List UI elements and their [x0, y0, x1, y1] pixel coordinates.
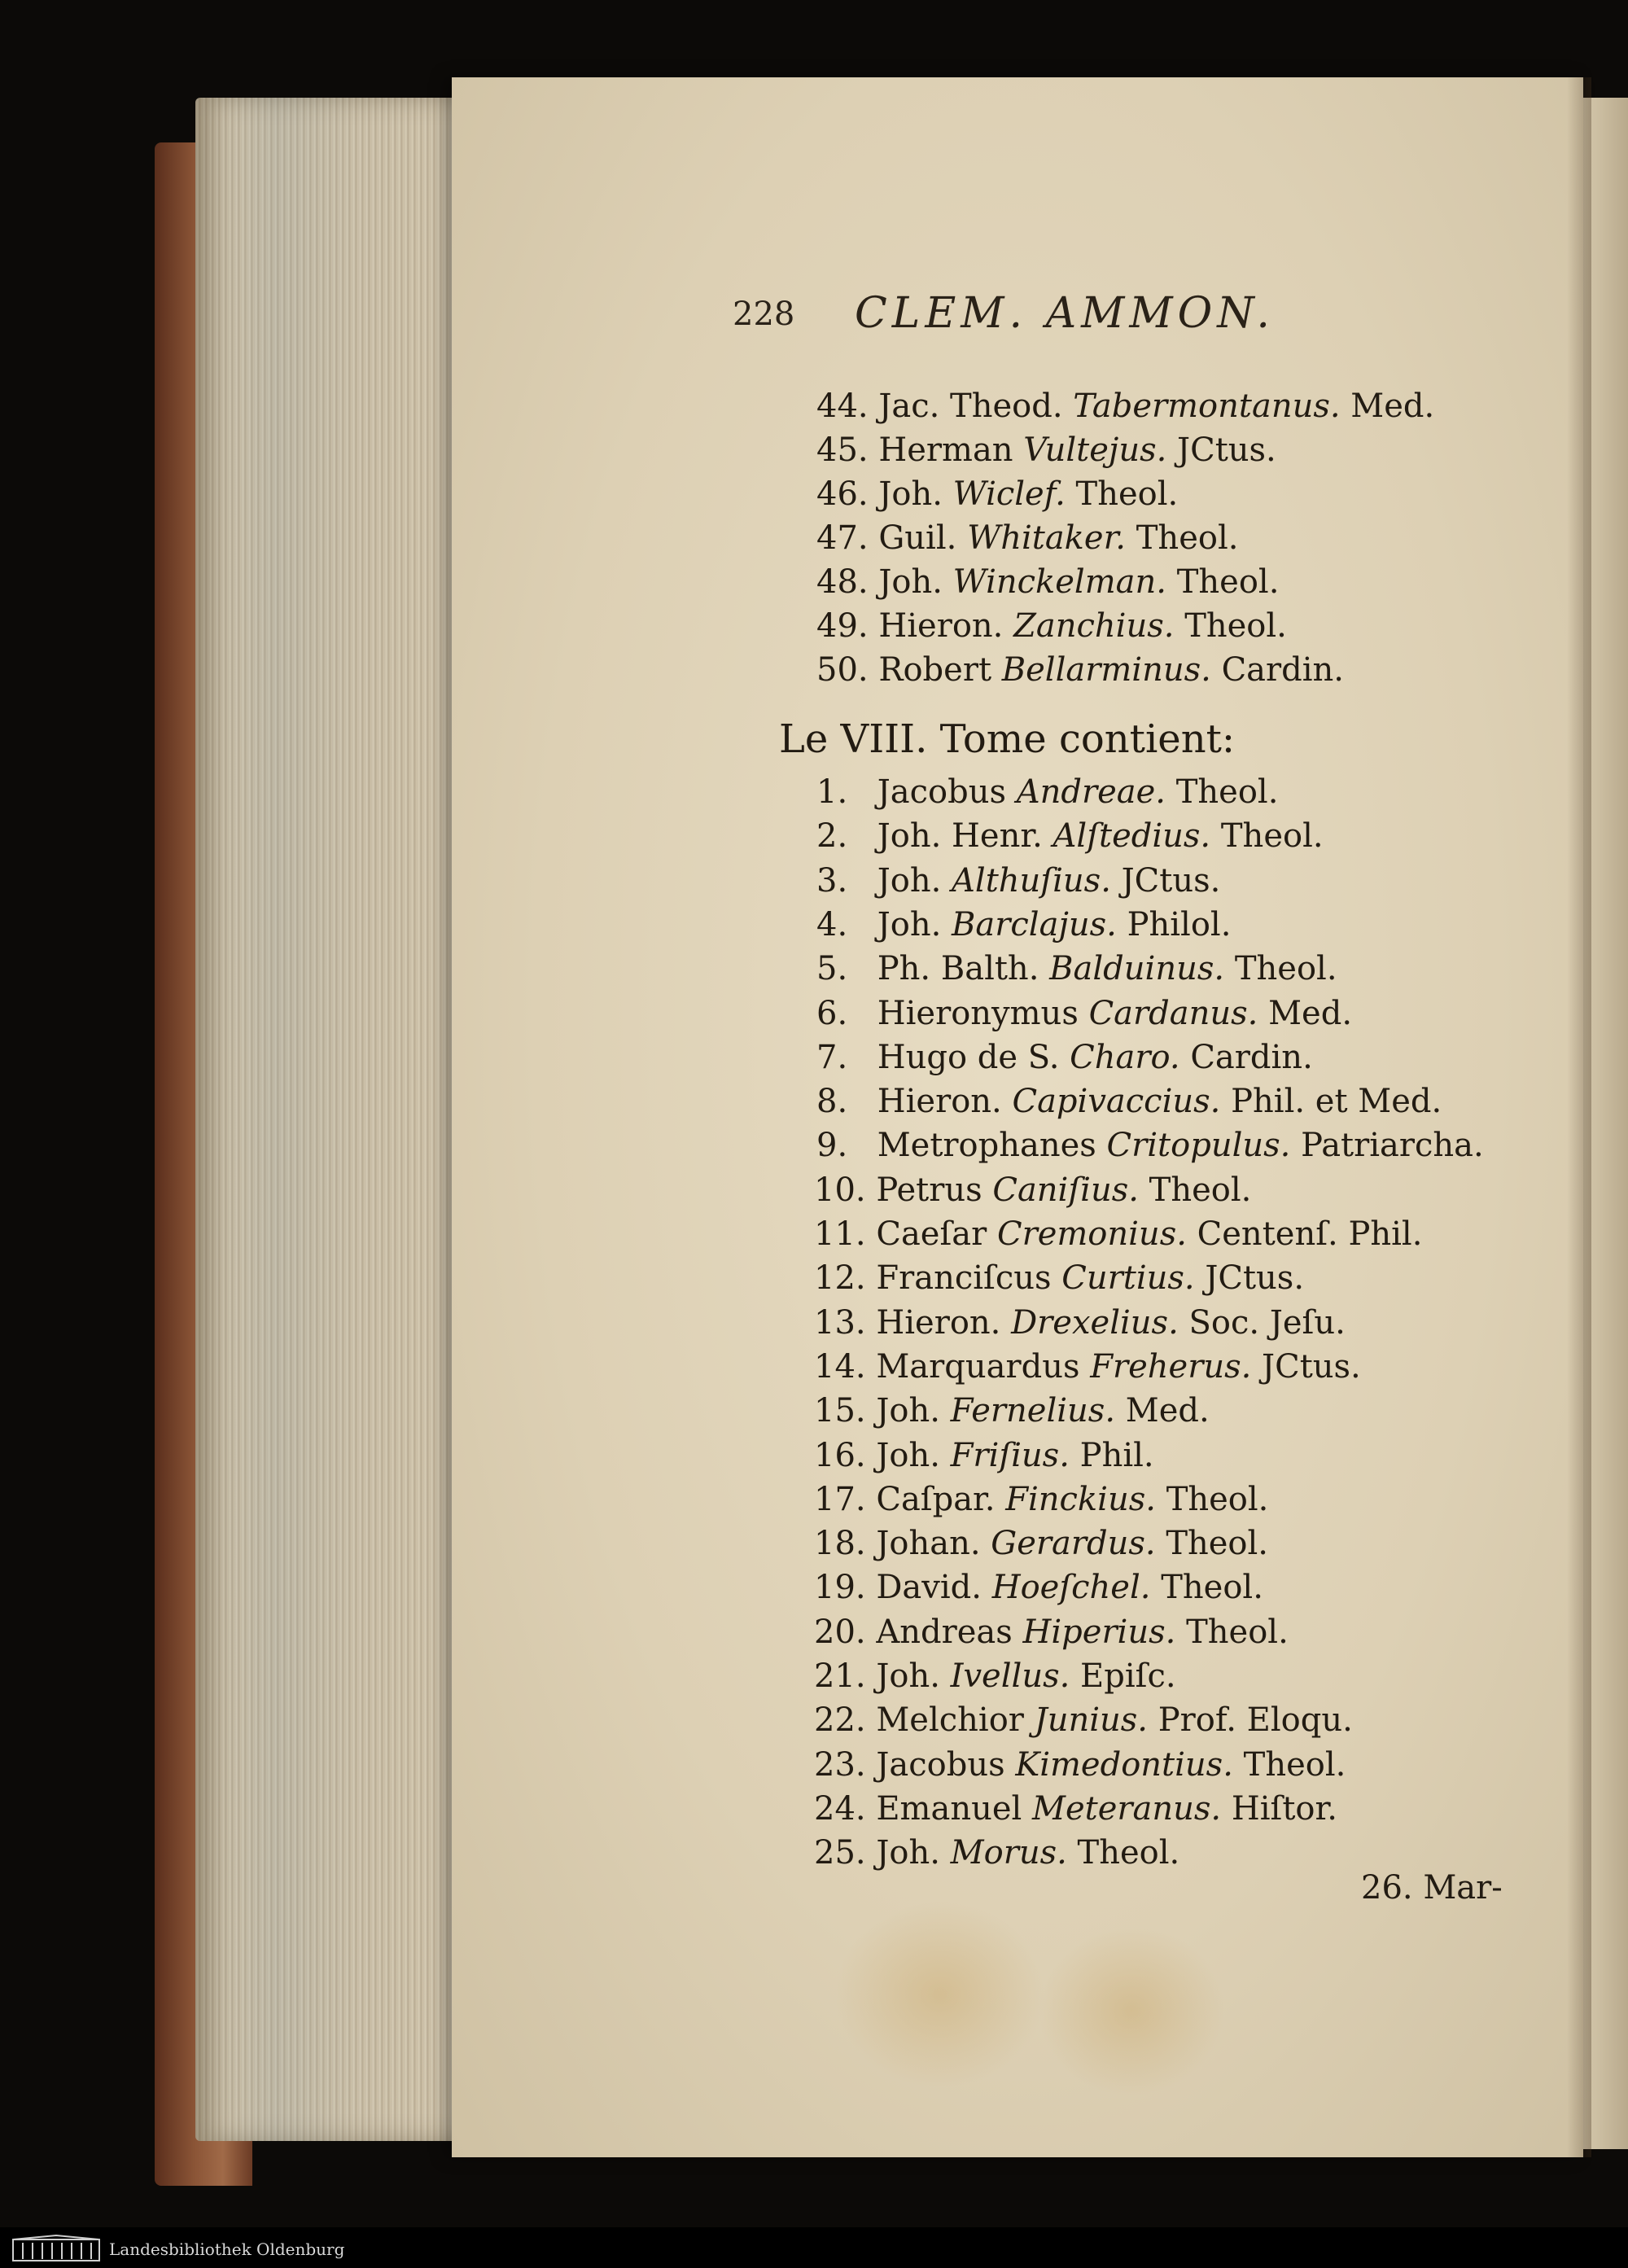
entry-given-name: Marquardus [876, 1347, 1080, 1386]
entry-role: Theol. [1077, 1834, 1180, 1872]
entry-number: 16. [814, 1436, 866, 1474]
entry-number: 12. [814, 1259, 866, 1298]
entry-number: 21. [814, 1657, 866, 1695]
entry-role: Cardin. [1221, 651, 1345, 689]
entry-number: 17. [814, 1480, 866, 1518]
entry-surname: Alſtedius. [1053, 817, 1211, 856]
entry-surname: Curtius. [1061, 1259, 1195, 1298]
entry-given-name: Petrus [876, 1171, 982, 1209]
entry-number: 6. [816, 994, 848, 1032]
entry-role: Philol. [1127, 905, 1232, 944]
list-item [814, 1212, 1422, 1256]
entry-surname: Cremonius. [996, 1215, 1187, 1253]
list-item [814, 1389, 1210, 1433]
entry-role: Theol. [1149, 1171, 1252, 1209]
entry-role: Theol. [1220, 817, 1324, 856]
entry-surname: Morus. [950, 1834, 1067, 1872]
entry-number: 23. [814, 1745, 866, 1784]
list-item [816, 903, 1231, 947]
entry-role: Soc. Jeſu. [1188, 1303, 1346, 1342]
entry-surname: Caniſius. [992, 1171, 1139, 1209]
list-item [816, 770, 1278, 814]
entry-surname: Freherus. [1090, 1347, 1252, 1386]
running-title: CLEM. AMMON. [855, 289, 1275, 338]
entry-role: Prof. Eloqu. [1158, 1701, 1353, 1740]
list-item [816, 384, 1434, 428]
entry-surname: Balduinus. [1049, 950, 1225, 988]
entry-surname: Cardanus. [1088, 994, 1258, 1032]
page-edges-tint [195, 98, 464, 2141]
entry-given-name: Hieronymus [877, 994, 1079, 1032]
entry-role: Theol. [1184, 607, 1287, 645]
entry-given-name: Hieron. [877, 1083, 1002, 1121]
paper-stain [1038, 1925, 1225, 2096]
list-item [816, 428, 1276, 472]
entry-surname: Finckius. [1005, 1480, 1156, 1518]
entry-given-name: Franciſcus [876, 1259, 1052, 1298]
entry-given-name: Caeſar [876, 1215, 987, 1253]
entry-number: 19. [814, 1569, 866, 1607]
list-item [814, 1301, 1346, 1345]
entry-number: 2. [816, 817, 848, 856]
list-item [816, 992, 1352, 1035]
entry-given-name: Joh. [878, 475, 943, 513]
list-item [814, 1610, 1289, 1654]
entry-surname: Vultejus. [1023, 431, 1167, 469]
entry-role: Theol. [1166, 1480, 1269, 1518]
list-item [816, 859, 1220, 903]
entry-number: 14. [814, 1347, 866, 1386]
list-item [816, 516, 1238, 560]
entry-number: 18. [814, 1525, 866, 1563]
entry-surname: Hoeſchel. [991, 1569, 1151, 1607]
entry-surname: Barclajus. [952, 905, 1117, 944]
entry-role: JCtus. [1177, 431, 1276, 469]
entry-given-name: Jacobus [877, 773, 1006, 811]
entry-given-name: Hieron. [876, 1303, 1001, 1342]
list-item [814, 1565, 1263, 1609]
entry-role: Phil. et Med. [1231, 1083, 1442, 1121]
entry-surname: Meteranus. [1032, 1789, 1222, 1828]
entry-surname: Andreae. [1016, 773, 1166, 811]
entry-role: Theol. [1136, 519, 1239, 557]
list-item [816, 560, 1279, 604]
list-item [814, 1654, 1176, 1698]
entry-role: Med. [1268, 994, 1353, 1032]
entry-number: 50. [816, 651, 869, 689]
list-item [816, 814, 1324, 858]
entry-role: Phil. [1079, 1436, 1154, 1474]
entry-given-name: Joh. [878, 563, 943, 601]
entry-surname: Gerardus. [991, 1525, 1156, 1563]
entry-number: 13. [814, 1303, 866, 1342]
entry-number: 15. [814, 1392, 866, 1430]
entry-number: 44. [816, 387, 869, 425]
entry-number: 45. [816, 431, 869, 469]
entry-number: 4. [816, 905, 848, 944]
entry-number: 1. [816, 773, 848, 811]
entry-number: 8. [816, 1083, 848, 1121]
entry-surname: Bellarminus. [1001, 651, 1211, 689]
entry-number: 11. [814, 1215, 866, 1253]
entry-number: 20. [814, 1613, 866, 1651]
entry-role: Theol. [1166, 1525, 1269, 1563]
list-item [816, 1035, 1313, 1079]
paper-stain [834, 1901, 1046, 2088]
entry-number: 48. [816, 563, 869, 601]
entry-given-name: Jacobus [876, 1745, 1005, 1784]
catchword: 26. Mar- [1361, 1869, 1503, 1907]
entry-given-name: Ph. Balth. [877, 950, 1039, 988]
entry-surname: Friſius. [950, 1436, 1070, 1474]
entry-given-name: Hugo de S. [877, 1038, 1060, 1076]
entry-given-name: Johan. [876, 1525, 981, 1563]
entry-given-name: Joh. [876, 1436, 940, 1474]
entry-number: 22. [814, 1701, 866, 1740]
entry-given-name: Emanuel [876, 1789, 1022, 1828]
entry-surname: Tabermontanus. [1073, 387, 1341, 425]
entry-role: JCtus. [1262, 1347, 1361, 1386]
entry-number: 49. [816, 607, 869, 645]
entry-surname: Charo. [1070, 1038, 1180, 1076]
entry-number: 47. [816, 519, 869, 557]
library-logo-icon [11, 2235, 101, 2262]
entry-surname: Ivellus. [950, 1657, 1070, 1695]
entry-given-name: Joh. [877, 861, 942, 900]
list-item [814, 1478, 1268, 1521]
list-item [814, 1345, 1361, 1389]
entry-surname: Capivaccius. [1012, 1083, 1221, 1121]
list-item [816, 947, 1337, 991]
entry-role: Centenſ. Phil. [1197, 1215, 1423, 1253]
page-gutter-shadow [1567, 77, 1591, 2157]
entry-role: Theol. [1161, 1569, 1263, 1607]
entry-given-name: Joh. [876, 1657, 940, 1695]
entry-role: Hiſtor. [1231, 1789, 1337, 1828]
list-item [814, 1168, 1251, 1212]
entry-number: 24. [814, 1789, 866, 1828]
entry-role: Theol. [1243, 1745, 1346, 1784]
entry-given-name: Joh. [877, 905, 942, 944]
list-item [814, 1521, 1268, 1565]
entry-surname: Whitaker. [967, 519, 1127, 557]
list-item [814, 1787, 1337, 1831]
entry-number: 25. [814, 1834, 866, 1872]
entry-given-name: Joh. Henr. [877, 817, 1043, 856]
entry-role: Med. [1125, 1392, 1210, 1430]
entry-surname: Critopulus. [1106, 1127, 1291, 1165]
entry-number: 5. [816, 950, 848, 988]
entry-given-name: Joh. [876, 1392, 940, 1430]
entry-role: Epiſc. [1080, 1657, 1176, 1695]
entry-given-name: Metrophanes [877, 1127, 1096, 1165]
entry-surname: Hiperius. [1022, 1613, 1176, 1651]
list-item [816, 1123, 1484, 1167]
page-header [733, 289, 1400, 346]
entry-role: Cardin. [1190, 1038, 1313, 1076]
entry-role: JCtus. [1205, 1259, 1305, 1298]
entry-role: Theol. [1234, 950, 1337, 988]
section-heading: Le VIII. Tome contient: [779, 716, 1236, 762]
entry-given-name: Jac. Theod. [878, 387, 1063, 425]
entry-number: 46. [816, 475, 869, 513]
entry-role: Patriarcha. [1301, 1127, 1484, 1165]
entry-given-name: Herman [878, 431, 1013, 469]
page-number: 228 [733, 296, 795, 333]
entry-given-name: Joh. [876, 1834, 940, 1872]
list-item [814, 1831, 1179, 1875]
entry-surname: Fernelius. [950, 1392, 1116, 1430]
entry-role: JCtus. [1121, 861, 1221, 900]
entry-given-name: Robert [878, 651, 992, 689]
list-item [814, 1434, 1154, 1478]
list-item [816, 648, 1344, 692]
entry-number: 3. [816, 861, 848, 900]
entry-surname: Wiclef. [952, 475, 1066, 513]
list-item [814, 1256, 1304, 1300]
list-item [816, 472, 1178, 516]
entry-given-name: Hieron. [878, 607, 1004, 645]
entry-role: Theol. [1186, 1613, 1289, 1651]
list-item [814, 1698, 1353, 1742]
entry-role: Med. [1350, 387, 1435, 425]
list-item [816, 604, 1287, 648]
entry-surname: Zanchius. [1013, 607, 1175, 645]
entry-surname: Althuſius. [952, 861, 1111, 900]
list-item [814, 1743, 1346, 1787]
entry-surname: Kimedontius. [1015, 1745, 1233, 1784]
library-name: Landesbibliothek Oldenburg [109, 2240, 345, 2259]
entry-role: Theol. [1176, 563, 1280, 601]
entry-surname: Junius. [1034, 1701, 1149, 1740]
list-item [816, 1079, 1442, 1123]
entry-number: 9. [816, 1127, 848, 1165]
entry-number: 10. [814, 1171, 866, 1209]
entry-given-name: Caſpar. [876, 1480, 996, 1518]
entry-role: Theol. [1075, 475, 1179, 513]
entry-surname: Drexelius. [1011, 1303, 1179, 1342]
entry-given-name: David. [876, 1569, 982, 1607]
entry-number: 7. [816, 1038, 848, 1076]
entry-given-name: Melchior [876, 1701, 1024, 1740]
entry-surname: Winckelman. [952, 563, 1166, 601]
entry-role: Theol. [1175, 773, 1279, 811]
entry-given-name: Andreas [876, 1613, 1013, 1651]
entry-given-name: Guil. [878, 519, 957, 557]
